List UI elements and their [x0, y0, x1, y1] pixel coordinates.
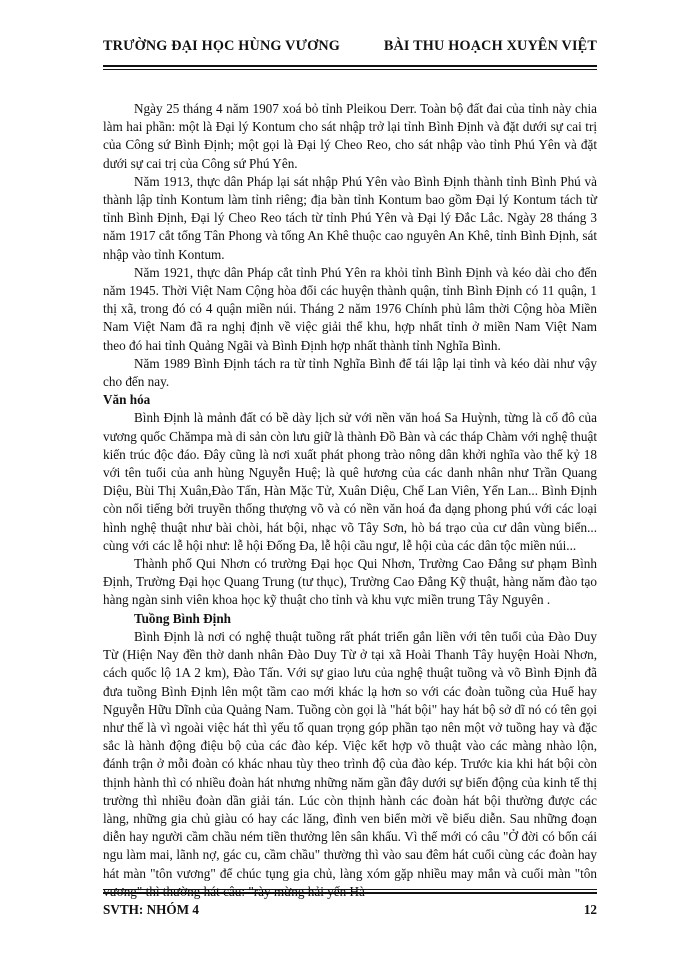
header-report-title: BÀI THU HOẠCH XUYÊN VIỆT: [383, 38, 597, 54]
footer-divider: [103, 889, 597, 894]
paragraph: Thành phố Qui Nhơn có trường Đại học Qui Nhơn, Trường Cao Đẳng sư phạm Bình Định, Trường Đại học Quang Trung (tư thục), Trường Cao Đẳng Kỹ thuật, hàng năm đào tạo hàng ngàn sinh viên khoa học kỹ thuật cho tỉnh và khu vực miền trung Tây Nguyên .: [103, 556, 597, 608]
footer-author-group: SVTH: NHÓM 4: [103, 902, 199, 917]
page-footer: [103, 902, 597, 918]
section-heading-tuong: Tuồng Bình Định: [134, 610, 232, 626]
paragraph: Năm 1921, thực dân Pháp cắt tỉnh Phú Yên ra khỏi tỉnh Bình Định và kéo dài cho đến năm 1945. Thời Việt Nam Cộng hòa đổi các huyện thành quận, tỉnh Bình Định có 11 quận, 1 thị xã, trong đó có 4 quận miền núi. Tháng 2 năm 1976 Chính phủ lâm thời Cộng hòa Miền Nam Việt Nam đã ra nghị định về việc giải thể khu, hợp nhất tỉnh ở miền Nam Việt Nam theo đó hai tỉnh Quảng Ngãi và Bình Định hợp nhất thành tỉnh Nghĩa Bình.: [103, 264, 597, 353]
paragraph: Ngày 25 tháng 4 năm 1907 xoá bỏ tỉnh Pleikou Derr. Toàn bộ đất đai của tỉnh này chia làm hai phần: một là Đại lý Kontum cho sát nhập trở lại tỉnh Bình Định và đặt dưới sự cai trị của Công sứ Bình Định; một gọi là Đại lý Cheo Reo, cho sát nhập vào tỉnh Phú Yên và đặt dưới sự cai trị của Công sứ Phú Yên.: [103, 101, 597, 171]
header-school-name: TRƯỜNG ĐẠI HỌC HÙNG VƯƠNG: [103, 38, 340, 54]
section-heading-culture: Văn hóa: [103, 392, 151, 408]
paragraph: Bình Định là nơi có nghệ thuật tuồng rất phát triển gắn liền với tên tuổi của Đào Duy Từ (Hiện Nay đền thờ danh nhân Đào Duy Từ ở tại xã Hoài Thanh Tây huyện Hoài Nhơn, cách quốc lộ 1A 2 km), Đào Tấn. Với sự giao lưu của nghệ thuật tuồng và võ Bình Định đã đưa tuồng Bình Định lên một tầm cao mới khác lạ hơn so với các đoàn tuồng của Huế hay Nguyễn Hữu Dĩnh của Quảng Nam. Tuồng còn gọi là "hát bội" hay hát bộ sở dĩ nó có tên gọi như thế là vì ngoài việc hát thì yếu tố quan trọng góp phần tạo nên một vở tuồng hay và đặc sắc là hành động điệu bộ của các đào kép. Việc kết hợp võ thuật vào các màng nhào lộn, đánh trận ở mỗi đoàn có khác nhau tùy theo trình độ của đào kép. Trước kia khi hát bội còn thịnh hành thì có nhiều đoàn hát nhưng những năm gần đây dưới sự biến động của kinh tế thị trường thì nhiều đoàn dần giải tán. Lúc còn thịnh hành các đoàn hát bội thường được các làng, những gia chủ giàu có hay các lăng, đình ven biển mời về biểu diễn. Sau những đoạn diễn hay người cầm chầu ném tiền thưởng lên sân khấu. Vì thế mới có câu "Ở đời có bốn cái ngu làm mai, lãnh nợ, gác cu, cầm chầu" thường thì vào sau đêm hát cuối cùng các đoàn hay hát màn "tôn vương" để chúc tụng gia chủ, làng xóm gặp nhiều may mắn và cuối màn "tôn vương" thì thường hát câu: "rày mừng hải yến Hà: [103, 628, 597, 899]
page-number: 12: [583, 902, 597, 917]
paragraph: Bình Định là mảnh đất có bề dày lịch sử với nền văn hoá Sa Huỳnh, từng là cố đô của vương quốc Chămpa mà di sản còn lưu giữ là thành Đồ Bàn và các tháp Chàm với nghệ thuật kiến trúc độc đáo. Đây cũng là nơi xuất phát phong trào nông dân khởi nghĩa vào thế kỷ 18 với tên tuổi của anh hùng Nguyễn Huệ; là quê hương của các danh nhân như Trần Quang Diệu, Bùi Thị Xuân,Đào Tấn, Hàn Mặc Tử, Xuân Diệu, Chế Lan Viên, Yến Lan... Bình Định còn nổi tiếng bởi truyền thống thượng võ và có nền văn hoá đa dạng phong phú với các loại hình nghệ thuật như bài chòi, hát bội, nhạc võ Tây Sơn, hò bá trạo của cư dân vùng biển... cùng với các lễ hội như: lễ hội Đống Đa, lễ hội cầu ngư, lễ hội của các dân tộc miền núi...: [103, 410, 597, 553]
document-body: [103, 100, 597, 901]
paragraph: Năm 1989 Bình Định tách ra từ tỉnh Nghĩa Bình để tái lập lại tỉnh và kéo dài như vậy cho đến nay.: [103, 355, 597, 390]
page-header: [103, 38, 597, 55]
header-divider: [103, 65, 597, 70]
paragraph: Năm 1913, thực dân Pháp lại sát nhập Phú Yên vào Bình Định thành tỉnh Bình Phú và thành lập tỉnh Kontum làm tỉnh riêng; địa bàn tỉnh Kontum bao gồm Đại lý Kontum tách từ tỉnh Bình Định, Đại lý Cheo Reo tách từ tỉnh Phú Yên và Đại lý Đắc Lắc. Ngày 28 tháng 3 năm 1917 cắt tổng Tân Phong và tổng An Khê thuộc cao nguyên An Khê, tỉnh Bình Định, sát nhập vào tỉnh Kontum.: [103, 173, 597, 262]
